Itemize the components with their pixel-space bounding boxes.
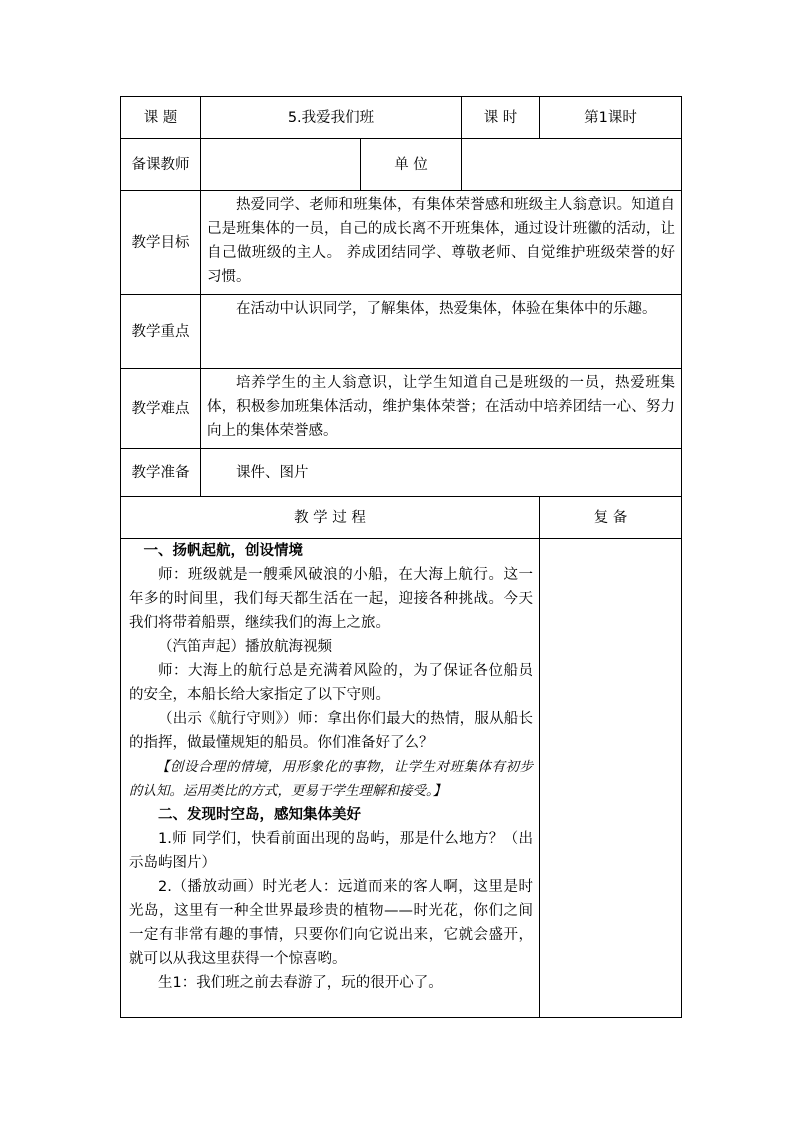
process-header-row <box>121 497 682 539</box>
topic-row <box>121 97 682 139</box>
teacher-line-3: 师：大海上的航行总是充满着风险的，为了保证各位船员的安全，本船长给大家指定了以下守则。 <box>129 663 533 703</box>
review-content <box>540 539 682 1018</box>
section-two-heading: 二、发现时空岛，感知集体美好 <box>158 807 361 823</box>
preparation-label: 教学准备 <box>121 449 201 497</box>
difficulties-label: 教学难点 <box>121 369 201 449</box>
key-points-row <box>121 295 682 369</box>
teacher-line-1: 师：班级就是一艘乘风破浪的小船，在大海上航行。这一年多的时间里，我们每天都生活在一起，迎接各种挑战。今天我们将带着船票，继续我们的海上之旅。 <box>129 567 533 631</box>
goals-label: 教学目标 <box>121 191 201 295</box>
step-1: 1.师 同学们，快看前面出现的岛屿，那是什么地方？（出示岛屿图片） <box>129 831 533 871</box>
difficulties-text: 培养学生的主人翁意识，让学生知道自己是班级的一员，热爱班集体，积极参加班集体活动，维护集体荣誉；在活动中培养团结一心、努力向上的集体荣誉感。 <box>207 375 676 439</box>
teacher-row <box>121 139 682 191</box>
goals-row <box>121 191 682 295</box>
key-points-label: 教学重点 <box>121 295 201 369</box>
preparation-text: 课件、图片 <box>236 464 309 481</box>
teacher-line-2: （汽笛声起）播放航海视频 <box>158 639 332 655</box>
design-note: 【创设合理的情境，用形象化的事物，让学生对班集体有初步的认知。运用类比的方式，更易于学生理解和接受。】 <box>129 759 533 799</box>
topic-value: 5.我爱我们班 <box>201 97 462 139</box>
preparation-row <box>121 449 682 497</box>
difficulties-row <box>121 369 682 449</box>
goals-text: 热爱同学、老师和班集体，有集体荣誉感和班级主人翁意识。知道自己是班集体的一员，自己的成长离不开班集体，通过设计班徽的活动，让自己做班级的主人。 养成团结同学、尊敬老师、自觉维护班级荣誉的好习惯。 <box>207 197 676 285</box>
unit-label: 单 位 <box>361 139 462 191</box>
teacher-line-4: （出示《航行守则》）师：拿出你们最大的热情，服从船长的指挥，做最懂规矩的船员。你们准备好了么？ <box>129 711 533 751</box>
teacher-value <box>201 139 361 191</box>
topic-label: 课 题 <box>121 97 201 139</box>
period-value: 第1课时 <box>540 97 682 139</box>
process-header: 教 学 过 程 <box>121 497 540 539</box>
section-one-heading: 一、扬帆起航，创设情境 <box>143 543 303 559</box>
student-answer-1: 生1：我们班之前去春游了，玩的很开心了。 <box>158 975 443 991</box>
key-points-text: 在活动中认识同学，了解集体，热爱集体，体验在集体中的乐趣。 <box>236 301 657 317</box>
review-header: 复 备 <box>540 497 682 539</box>
period-label: 课 时 <box>462 97 540 139</box>
unit-value <box>462 139 682 191</box>
process-content <box>121 539 540 1018</box>
teacher-label: 备课教师 <box>121 139 201 191</box>
lesson-plan-table <box>120 96 682 1018</box>
process-body-row <box>121 539 682 1018</box>
step-2: 2.（播放动画）时光老人：远道而来的客人啊，这里是时光岛，这里有一种全世界最珍贵的植物——时光花，你们之间一定有非常有趣的事情，只要你们向它说出来，它就会盛开，就可以从我这里获得一个惊喜哟。 <box>129 879 533 967</box>
